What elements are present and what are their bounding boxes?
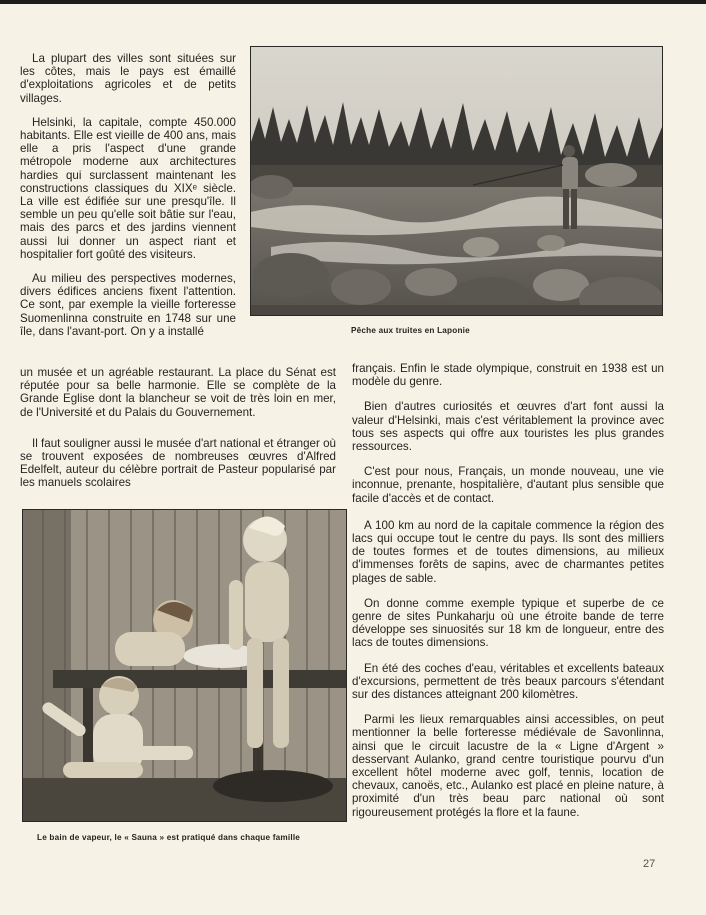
paragraph: Bien d'autres curiosités et œuvres d'art font aussi la valeur d'Helsinki, mais c'est véritablement la province avec tous ses aspects qui offre aux touristes les plus grandes ressources. — [352, 400, 664, 454]
sauna-photo-caption: Le bain de vapeur, le « Sauna » est pratiqué dans chaque famille — [37, 833, 301, 842]
left-wide-text — [20, 366, 336, 490]
sauna-photo — [22, 509, 347, 822]
sauna-photo-illustration — [23, 510, 346, 821]
fishing-photo-caption: Pêche aux truites en Laponie — [351, 326, 470, 335]
top-rule — [0, 0, 706, 4]
paragraph: français. Enfin le stade olympique, construit en 1938 est un modèle du genre. — [352, 362, 664, 389]
fishing-photo — [250, 46, 663, 316]
paragraph: C'est pour nous, Français, un monde nouveau, une vie inconnue, prenante, hospitalière, d'autant plus sensible que facile d'accès et de contact. — [352, 465, 664, 505]
paragraph: un musée et un agréable restaurant. La place du Sénat est réputée pour sa belle harmonie. Elle se complète de la Grande Eglise dont la blancheur se voit de très loin en mer, de l'Université et du Palais du Gouvernement. — [20, 366, 336, 419]
page-number: 27 — [643, 858, 656, 870]
fishing-photo-illustration — [251, 47, 662, 315]
paragraph: Parmi les lieux remarquables ainsi accessibles, on peut mentionner la belle forteresse médiévale de Savonlinna, ainsi que le circuit lacustre de la « Ligne d'Argent » desservant Aulanko, grand centre touristique pourvu d'un excellent hôtel moderne avec golf, tennis, location de chevaux, canoës, etc., Aulanko est placé en pleine nature, à proximité d'un très beau parc national où sont rigoureusement protégés la flore et la faune. — [352, 713, 664, 819]
paragraph: La plupart des villes sont situées sur les côtes, mais le pays est émaillé d'exploitations agricoles et de petits villages. — [20, 52, 236, 105]
paragraph: Helsinki, la capitale, compte 450.000 habitants. Elle est vieille de 400 ans, mais elle a pris l'aspect d'une grande métropole moderne aux architectures hardies qui surclassent maintenant les constructions classiques du XIXᵉ siècle. La ville est édifiée sur une presqu'île. Il semble un peu qu'elle soit bâtie sur l'eau, mais des parcs et des jardins viennent aussi lui donner un aspect riant et hospitalier fort goûté des visiteurs. — [20, 115, 236, 261]
paragraph: Il faut souligner aussi le musée d'art national et étranger où se trouvent exposées de nombreuses œuvres d'Alfred Edelfelt, auteur du célèbre portrait de Pasteur popularisé par les manuels scolaires — [20, 436, 336, 490]
paragraph: On donne comme exemple typique et superbe de ce genre de sites Punkaharju où une étroite bande de terre développe ses sinuosités sur 18 km de longueur, entre des lacs de toutes dimensions. — [352, 596, 664, 650]
paragraph: En été des coches d'eau, véritables et excellents bateaux d'excursions, permettent de très beaux parcours s'étendant sur des distances atteignant 200 kilomètres. — [352, 661, 664, 702]
right-column-text — [352, 362, 664, 819]
left-column-text — [20, 52, 236, 338]
paragraph: A 100 km au nord de la capitale commence la région des lacs qui occupe tout le centre du pays. Ils sont des milliers de toutes formes et de toutes dimensions, au milieux d'immenses forêts de sapins, avec de charmantes petites plages de sable. — [352, 518, 664, 585]
paragraph: Au milieu des perspectives modernes, divers édifices anciens fixent l'attention. Ce sont, par exemple la vieille forteresse Suomenlinna construite en 1748 sur une île, dans l'avant-port. On y a installé — [20, 272, 236, 338]
